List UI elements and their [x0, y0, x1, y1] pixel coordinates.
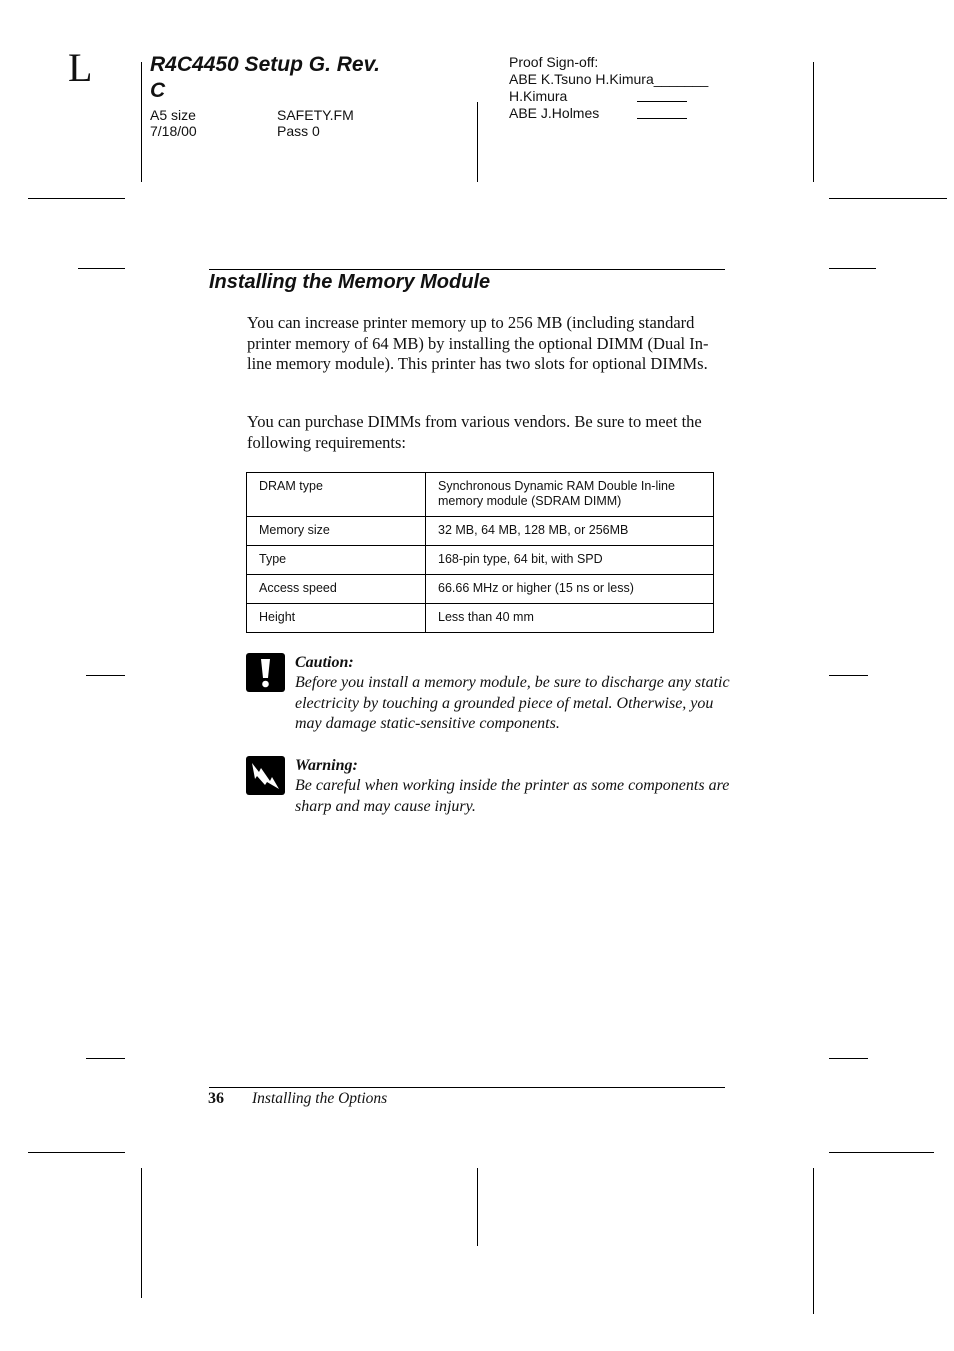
warning-heading: Warning:: [295, 757, 358, 774]
table-value: Synchronous Dynamic RAM Double In-line memory module (SDRAM DIMM): [426, 473, 714, 517]
table-key: Type: [247, 546, 426, 575]
table-key: Access speed: [247, 575, 426, 604]
crop-mark: [141, 62, 142, 182]
crop-mark: [28, 1152, 125, 1153]
proof-label: Proof Sign-off:: [509, 54, 599, 70]
crop-mark: [813, 1168, 814, 1314]
table-row: [247, 473, 714, 517]
table-key: DRAM type: [247, 473, 426, 517]
signature-blank: [637, 88, 687, 102]
file-label: SAFETY.FM: [277, 107, 354, 123]
footer-rule: [209, 1087, 725, 1088]
proof-line-2-name: H.Kimura: [509, 88, 568, 104]
table-row: [247, 575, 714, 604]
crop-mark: [28, 198, 125, 199]
table-value: Less than 40 mm: [426, 604, 714, 633]
table-row: [247, 546, 714, 575]
crop-mark: [477, 1168, 478, 1246]
crop-mark: [477, 102, 478, 182]
crop-mark: [86, 675, 125, 676]
crop-mark: [78, 268, 125, 269]
lightning-icon: [246, 756, 285, 795]
page-number: 36: [208, 1090, 224, 1107]
pass-label: Pass 0: [277, 123, 320, 139]
crop-mark: [829, 1152, 934, 1153]
signature-blank: [637, 105, 687, 119]
table-key: Memory size: [247, 517, 426, 546]
date-label: 7/18/00: [150, 123, 197, 139]
table-row: [247, 604, 714, 633]
section-rule: [209, 269, 725, 270]
warning-text: Be careful when working inside the printer as some components are sharp and may cause injury.: [295, 777, 730, 815]
exclamation-icon: [246, 653, 285, 692]
table-row: [247, 517, 714, 546]
proof-signoff: [509, 54, 708, 122]
table-value: 32 MB, 64 MB, 128 MB, or 256MB: [426, 517, 714, 546]
page-side-letter: L: [68, 45, 93, 90]
crop-mark: [86, 1058, 125, 1059]
crop-mark: [829, 1058, 868, 1059]
proof-line-3-name: ABE J.Holmes: [509, 105, 600, 121]
proof-line-2: [509, 88, 708, 105]
caution-text: Before you install a memory module, be sure to discharge any static electricity by touching a grounded piece of metal. Otherwise, you may damage static-sensitive components.: [295, 674, 730, 732]
crop-mark: [813, 62, 814, 182]
crop-mark: [829, 675, 868, 676]
table-value: 66.66 MHz or higher (15 ns or less): [426, 575, 714, 604]
requirements-paragraph: You can purchase DIMMs from various vendors. Be sure to meet the following requirements:: [247, 412, 702, 452]
requirements-table: [246, 472, 714, 633]
document-title: R4C4450 Setup G. Rev. C: [150, 53, 380, 102]
size-label: A5 size: [150, 107, 196, 123]
proof-line-1: ABE K.Tsuno H.Kimura_______: [509, 71, 709, 87]
caution-heading: Caution:: [295, 654, 354, 671]
proof-line-3: [509, 105, 708, 122]
intro-paragraph: You can increase printer memory up to 256 MB (including standard printer memory of 64 MB) by installing the optional DIMM (Dual In-line memory module). This printer has two slots for optional DIMMs.: [247, 313, 709, 373]
crop-mark: [829, 198, 947, 199]
table-key: Height: [247, 604, 426, 633]
crop-mark: [141, 1168, 142, 1298]
crop-mark: [829, 268, 876, 269]
chapter-title: Installing the Options: [252, 1090, 388, 1107]
table-value: 168-pin type, 64 bit, with SPD: [426, 546, 714, 575]
section-title: Installing the Memory Module: [209, 271, 491, 293]
